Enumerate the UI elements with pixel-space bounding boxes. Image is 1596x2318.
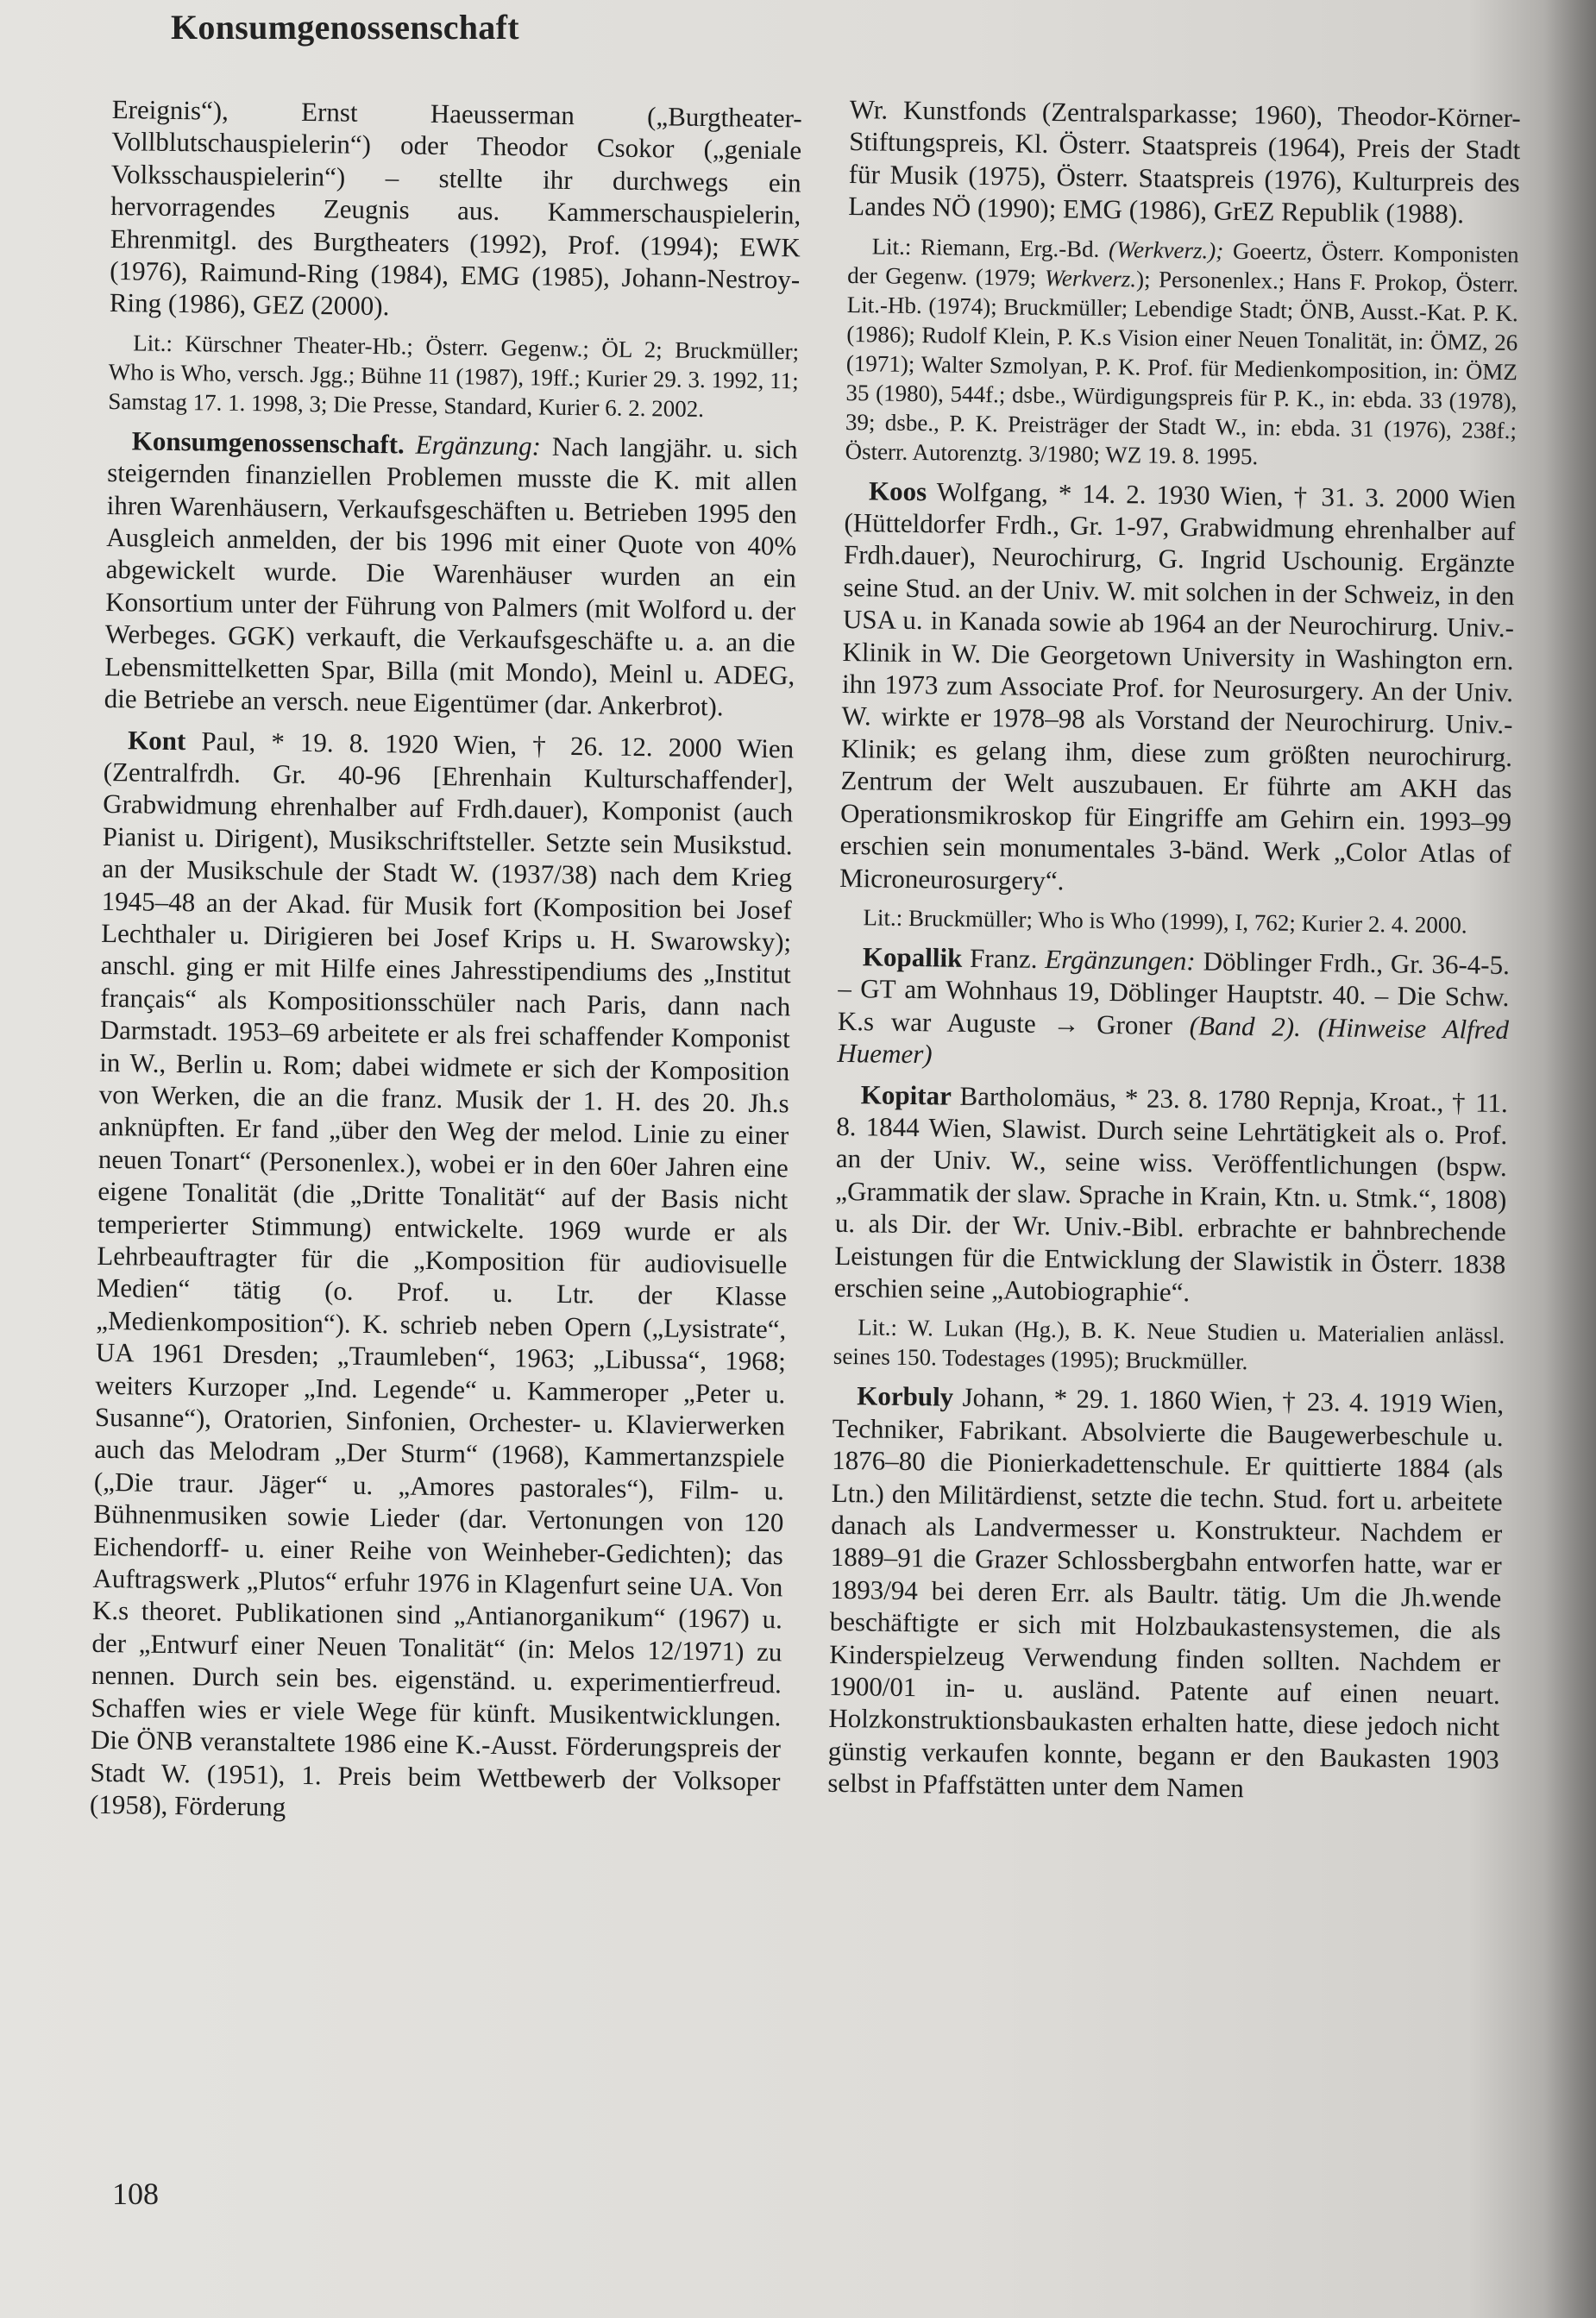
lit-text: Goeertz, Österr. Komponisten der Gegenw. (1979; bbox=[847, 237, 1519, 291]
page-number: 108 bbox=[112, 2177, 159, 2211]
entry-kont bbox=[90, 723, 795, 1829]
literature-note bbox=[845, 231, 1518, 474]
literature-note: Lit.: Kürschner Theater-Hb.; Österr. Gegenw.; ÖL 2; Bruckmüller; Who is Who, versch. Jgg.; Bühne 11 (1987), 19ff.; Kurier 29. 3. 1992, 11; Samstag 17. 1. 1998, 3; Die Presse, Standard, Kurier 6. 2. 2002. bbox=[108, 330, 800, 422]
left-column bbox=[90, 93, 802, 1830]
lit-text: ); Personenlex.; Hans F. Prokop, Österr. Lit.-Hb. (1974); Bruckmüller; Lebendige Stadt; ÖNB, Ausst.-Kat. P. K. (1986); Rudolf Klein, P. K.s Vision einer Neuen Tonalität, in: ÖMZ, 26 (1971); Walter Szmolyan, P. K. Prof. für Medienkomposition, in: ÖMZ 35 (1980), 544f.; dsbe., Würdigungspreis für P. K., in: ebda. 33 (1978), 39; dsbe., P. K. Preisträger der Stadt W., in: ebda. 31 (1976), 238f.; Österr. Autorenztg. 3/1980; WZ 19. 8. 1995. bbox=[845, 265, 1519, 469]
headword: Koos bbox=[868, 474, 927, 506]
entry-kopallik bbox=[837, 940, 1510, 1078]
entry-label: Ergänzungen: bbox=[1045, 943, 1197, 977]
lit-italic: Werkverz. bbox=[1044, 264, 1137, 292]
page-edge-shadow bbox=[1544, 0, 1596, 2318]
right-column bbox=[827, 93, 1521, 1808]
headword: Kopitar bbox=[860, 1078, 952, 1111]
entry-band: (Band 2). bbox=[1189, 1009, 1302, 1042]
entry-koos bbox=[839, 474, 1516, 902]
literature-note: Lit.: W. Lukan (Hg.), B. K. Neue Studien u. Materialien anlässl. seines 150. Todestages (1995); Bruckmüller. bbox=[833, 1314, 1505, 1375]
entry-text: Bartholomäus, * 23. 8. 1780 Repnja, Kroat., † 11. 8. 1844 Wien, Slawist. Durch seine Lehrtätigkeit als o. Prof. an der Univ. W., seine wiss. Veröffentlichungen (bspw. „Grammatik der slaw. Sprache in Krain, Ktn. u. Stmk.“, 1808) u. als Dir. der Wr. Univ.-Bibl. erbrachte er bahnbrechende Leistungen für die Entwicklung der Slawistik in Österr. 1838 erschien seine „Autobiographie“. bbox=[833, 1080, 1508, 1308]
entry-text: Döblinger Frdh., Gr. 36-4-5. – GT am Wohnhaus 19, Döblinger Hauptstr. 40. – Die Schw. K.s war Auguste → Groner bbox=[837, 945, 1511, 1040]
entry-text: Wolfgang, * 14. 2. 1930 Wien, † 31. 3. 2000 Wien (Hütteldorfer Frdh., Gr. 1-97, Grabwidmung ehrenhalber auf Frdh.dauer), Neurochirurg, G. Ingrid Uschounig. Ergänzte seine Stud. an der Univ. W. mit solchen in der Schweiz, in den USA u. in Kanada sowie ab 1964 an der Neurochirurg. Univ.-Klinik in W. Die Georgetown University in Washington ern. ihn 1973 zum Associate Prof. for Neurosurgery. An der Univ. W. wirkte er 1978–98 als Vorstand der Neurochirurg. Univ.-Klinik; es gelang ihm, diese zum größten neurochirurg. Zentrum der Welt auszubauen. Er führte am AKH das Operationsmikroskop für Eingriffe am Gehirn ein. 1993–99 erschien sein monumentales 3-bänd. Werk „Color Atlas of Microneurosurgery“. bbox=[839, 475, 1517, 895]
lit-italic: (Werkverz.); bbox=[1108, 236, 1224, 264]
entry-text: Johann, * 29. 1. 1860 Wien, † 23. 4. 1919 Wien, Techniker, Fabrikant. Absolvierte die Baugewerbeschule u. 1876–80 die Pionierkadettenschule. Er quittierte 1884 (als Ltn.) den Militärdienst, setzte die techn. Stud. fort u. arbeitete danach als Landvermesser u. Konstrukteur. Nachdem er 1889–91 die Grazer Schlossbergbahn entworfen hatte, war er 1893/94 bei deren Err. als Baultr. tätig. Um die Jh.wende beschäftigte er sich mit Holzbaukastensystemen, die als Kinderspielzeug Verwendung finden sollten. Nachdem er 1900/01 in- u. ausländ. Patente auf einen neuart. Holzkonstruktionsbaukasten erhalten hatte, diese jedoch nicht günstig verkaufen konnte, begann er den Baukasten 1903 selbst in Pfaffstätten unter dem Namen bbox=[827, 1382, 1505, 1804]
running-head: Konsumgenossenschaft bbox=[171, 8, 519, 47]
entry-label: Ergänzung: bbox=[415, 429, 542, 462]
entry-text: Paul, * 19. 8. 1920 Wien, † 26. 12. 2000 Wien (Zentralfrdh. Gr. 40-96 [Ehrenhain Kulturschaffender], Grabwidmung ehrenhalber auf Frdh.dauer), Komponist (auch Pianist u. Dirigent), Musikschriftsteller. Setzte sein Musikstud. an der Musikschule der Stadt W. (1937/38) nach dem Krieg 1945–48 an der Akad. für Musik fort (Komposition bei Josef Lechthaler u. Dirigieren bei Josef Krips u. H. Swarowsky); anschl. ging er mit Hilfe eines Jahresstipendiums des „Institut français“ als Kompositionsschüler nach Paris, dann nach Darmstadt. 1953–69 arbeitete er als frei schaffender Komponist in W., Berlin u. Rom; dabei widmete er sich der Komposition von Werken, die an die franz. Musik der 1. H. des 20. Jh.s anknüpften. Er fand „über den Weg der melod. Linie zu einer neuen Tonart“ (Personenlex.), wobei er in den 60er Jahren eine eigene Tonalität (die „Dritte Tonalität“ auf der Basis nicht temperierter Stimmung) entwickelte. 1969 wurde er als Lehrbeauftragter für die „Komposition für audiovisuelle Medien“ tätig (o. Prof. u. Ltr. der Klasse „Medienkomposition“). K. schrieb neben Opern („Lysistrate“, UA 1961 Dresden; „Traumleben“, 1963; „Libussa“, 1968; weiters Kurzoper „Ind. Legende“ u. Kammeroper „Peter u. Susanne“), Oratorien, Sinfonien, Orchester- u. Klavierwerken auch das Melodram „Der Sturm“ (1968), Kammertanzspiele („Die traur. Jäger“ u. „Amores pastorales“), Film- u. Bühnenmusiken sowie Lieder (dar. Vertonungen von 120 Eichendorff- u. einer Reihe von Weinheber-Gedichten); das Auftragswerk „Plutos“ erfuhr 1976 in Klagenfurt seine UA. Von K.s theoret. Publikationen sind „Antianorganikum“ (1967) u. der „Entwurf einer Neuen Tonalität“ (in: Melos 12/1971) zu nennen. Durch sein bes. eigenständ. u. experimentierfreud. Schaffen wies er viele Wege für künft. Musikentwicklungen. Die ÖNB veranstaltete 1986 eine K.-Ausst. Förderungspreis der Stadt W. (1951), 1. Preis beim Wettbewerb der Volksoper (1958), Förderung bbox=[89, 725, 795, 1822]
entry-korbuly bbox=[827, 1379, 1504, 1807]
literature-note: Lit.: Bruckmüller; Who is Who (1999), I, 762; Kurier 2. 4. 2000. bbox=[863, 904, 1467, 939]
paragraph-continuation: Wr. Kunstfonds (Zentralsparkasse; 1960), Theodor-Körner-Stiftungspreis, Kl. Österr. Staatspreis (1964), Preis der Stadt für Musik (1975), Österr. Staatspreis (1976), Kulturpreis des Landes NÖ (1990); EMG (1986), GrEZ Republik (1988). bbox=[848, 93, 1521, 229]
headword: Kont bbox=[127, 724, 186, 756]
headword: Korbuly bbox=[857, 1380, 954, 1413]
paragraph-continuation: Ereignis“), Ernst Haeusserman („Burgtheater-Vollblutschauspielerin“) oder Theodor Csokor („geniale Volksschauspielerin“) – stellte ihr durchwegs ein hervorragendes Zeugnis aus. Kammerschauspielerin, Ehrenmitgl. des Burgtheaters (1992), Prof. (1994); EWK (1976), Raimund-Ring (1984), EMG (1985), Johann-Nestroy-Ring (1986), GEZ (2000). bbox=[109, 93, 802, 322]
headword: Kopallik bbox=[862, 941, 963, 973]
entry-text: Nach langjähr. u. sich steigernden finanziellen Problemen musste die K. mit allen ihren Warenhäusern, Verkaufsgeschäften u. Betrieben 1995 den Ausgleich anmelden, der bis 1996 mit einer Quote von 40% abgewickelt wurde. Die Warenhäuser wurden an ein Konsortium unter der Führung von Palmers (mit Wolford u. der Werbeges. GGK) verkauft, die Verkaufsgeschäfte u. a. an die Lebensmittelketten Spar, Billa (mit Mondo), Meinl u. ADEG, die Betriebe an versch. neue Eigentümer (dar. Ankerbrot). bbox=[104, 430, 798, 722]
lit-text: Lit.: Riemann, Erg.-Bd. bbox=[871, 232, 1100, 262]
entry-name: Franz. bbox=[969, 942, 1038, 974]
entry-kopitar bbox=[834, 1077, 1508, 1312]
headword: Konsumgenossenschaft. bbox=[131, 425, 405, 460]
entry-hinweise: (Hinweise Alfred Huemer) bbox=[837, 1011, 1510, 1070]
entry-konsumgenossenschaft bbox=[104, 424, 798, 724]
